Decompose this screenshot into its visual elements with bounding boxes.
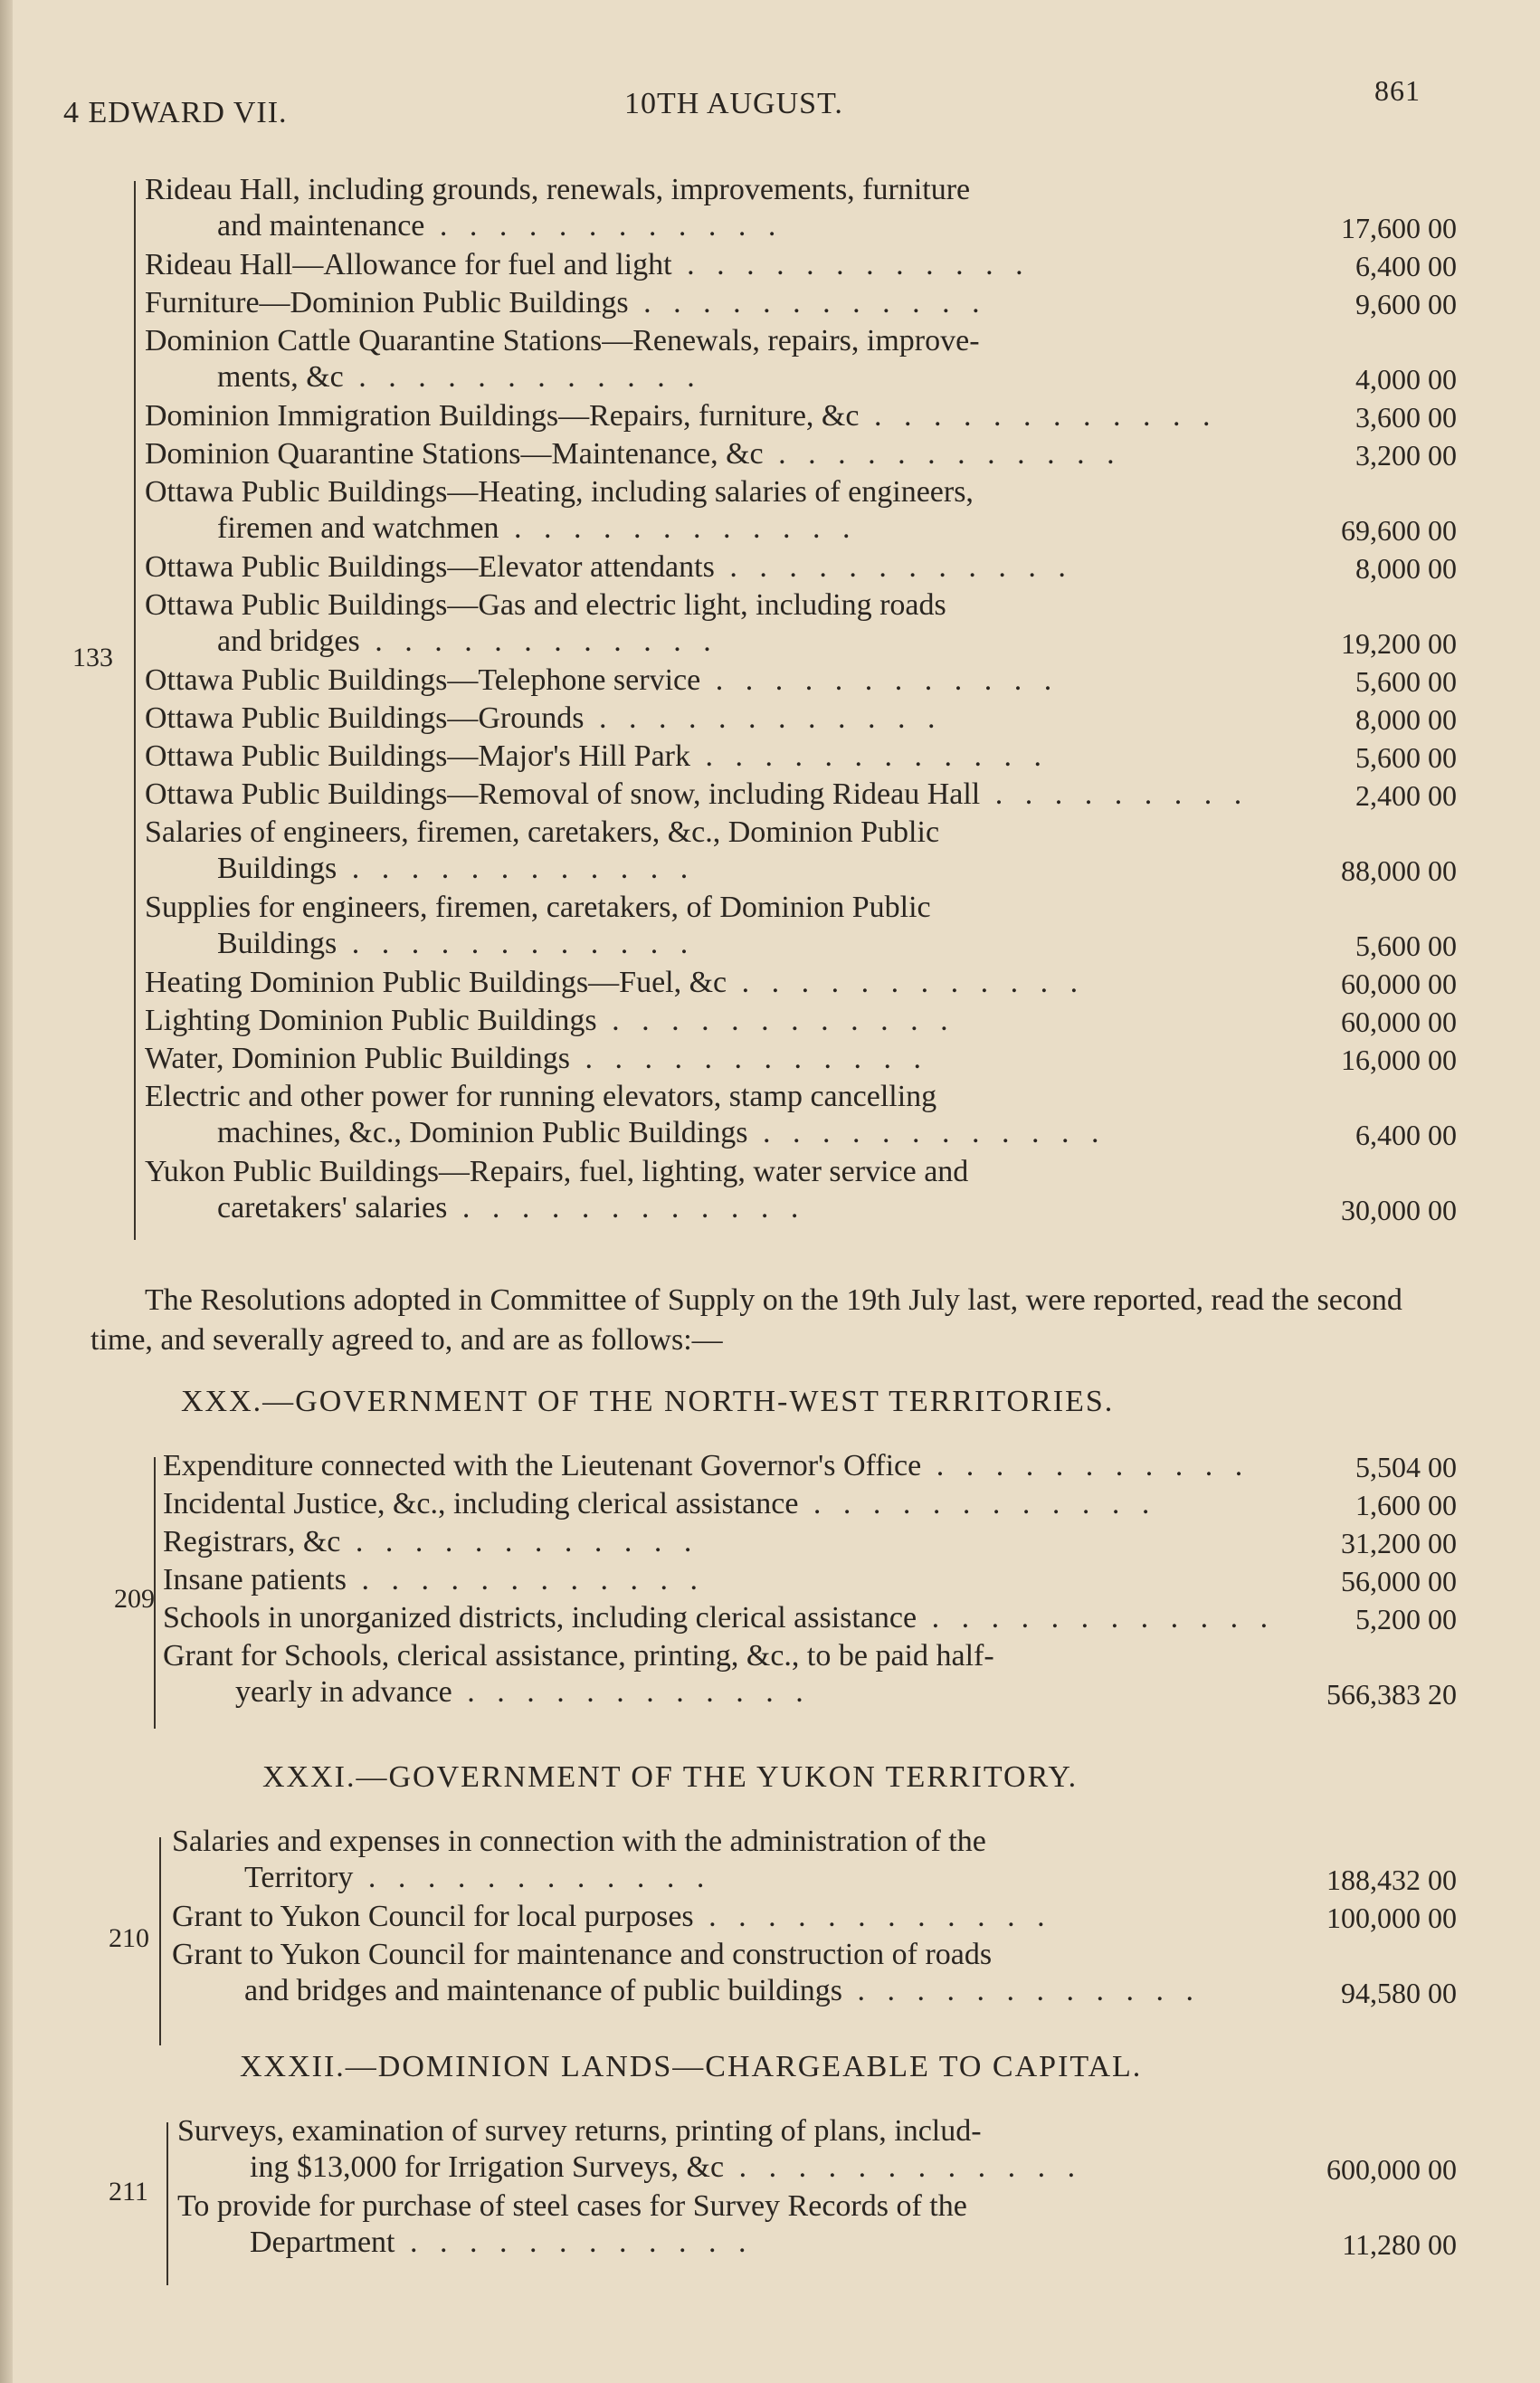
item-amount: 17,600 00 — [1341, 212, 1457, 244]
item-amount: 188,432 00 — [1326, 1864, 1457, 1896]
item-description-line2: ing $13,000 for Irrigation Surveys, &c . . . . . . . . . . . . — [250, 2150, 1083, 2184]
item-description — [172, 1937, 1276, 2009]
item-amount: 11,280 00 — [1342, 2228, 1457, 2261]
item-amount: 5,600 00 — [1355, 741, 1457, 774]
item-description — [177, 2188, 1272, 2261]
item-description-line2: ments, &c . . . . . . . . . . . . — [217, 360, 702, 394]
item-description — [145, 739, 1276, 775]
leader-dots: . . . . . . . . . . . . — [693, 1900, 1052, 1933]
estimate-item — [145, 1079, 1457, 1153]
leader-dots: . . . . . . . . . . . . — [917, 1601, 1276, 1635]
item-description — [145, 436, 1276, 472]
estimate-item — [172, 1824, 1457, 1898]
item-amount: 3,200 00 — [1355, 439, 1457, 472]
header-date: 10TH AUGUST. — [624, 87, 843, 120]
item-amount: 8,000 00 — [1355, 703, 1457, 736]
estimate-item — [163, 1638, 1457, 1712]
estimate-item — [145, 777, 1457, 814]
item-amount: 9,600 00 — [1355, 288, 1457, 320]
leader-dots: . . . . . . . . . . . . — [570, 1042, 928, 1075]
item-amount: 100,000 00 — [1326, 1902, 1457, 1934]
leader-dots: . . . . . . . . . — [980, 777, 1250, 811]
estimate-item — [145, 701, 1457, 738]
item-amount: 88,000 00 — [1341, 854, 1457, 887]
item-description-line1: Dominion Quarantine Stations—Maintenance, &c . . . . . . . . . . . . — [145, 437, 1122, 471]
estimate-item — [163, 1448, 1457, 1485]
item-description-line1: Rideau Hall—Allowance for fuel and light . . . . . . . . . . . . — [145, 248, 1031, 281]
leader-dots: . . . . . . . . . . . . — [724, 2150, 1083, 2184]
item-description — [145, 777, 1276, 813]
estimate-item — [163, 1524, 1457, 1561]
estimate-item — [145, 587, 1457, 662]
leader-dots: . . . . . . . . . . . . — [747, 1116, 1107, 1149]
section-title-xxx: XXX.—GOVERNMENT OF THE NORTH-WEST TERRITORIES. — [181, 1385, 1115, 1418]
item-description-line1: Yukon Public Buildings—Repairs, fuel, lighting, water service and — [145, 1155, 969, 1188]
item-amount: 94,580 00 — [1341, 1977, 1457, 2009]
item-description — [145, 965, 1276, 1001]
item-description — [145, 815, 1276, 887]
item-amount: 600,000 00 — [1326, 2153, 1457, 2186]
item-description-line1: To provide for purchase of steel cases for Survey Records of the — [177, 2189, 967, 2223]
item-description-line1: Salaries of engineers, firemen, caretakers, &c., Dominion Public — [145, 815, 940, 849]
estimate-group-209 — [63, 1448, 1457, 1747]
item-description — [145, 1079, 1276, 1151]
item-amount: 31,200 00 — [1341, 1527, 1457, 1559]
item-amount: 60,000 00 — [1341, 967, 1457, 1000]
item-amount: 5,600 00 — [1355, 665, 1457, 698]
item-description-line1: Insane patients . . . . . . . . . . . . — [163, 1563, 705, 1597]
item-amount: 6,400 00 — [1355, 1119, 1457, 1151]
leader-dots: . . . . . . . . . . . . — [596, 1004, 955, 1037]
leader-dots: . . . . . . . . . . . . — [340, 1525, 699, 1558]
item-description — [163, 1600, 1276, 1636]
item-description-line2: and bridges . . . . . . . . . . . . — [217, 624, 718, 658]
estimate-item — [145, 398, 1457, 435]
leader-dots: . . . . . . . . . . . . — [447, 1191, 806, 1225]
item-description — [145, 474, 1276, 547]
item-description — [163, 1448, 1276, 1484]
item-amount: 5,504 00 — [1355, 1451, 1457, 1483]
estimate-item — [145, 662, 1457, 700]
estimate-item — [145, 890, 1457, 964]
page-spine-shadow — [0, 0, 13, 2383]
item-description-line2: Buildings . . . . . . . . . . . . — [217, 927, 696, 960]
item-description-line2: Territory . . . . . . . . . . . . — [244, 1861, 712, 1894]
item-description-line1: Heating Dominion Public Buildings—Fuel, &c . . . . . . . . . . . . — [145, 966, 1086, 999]
estimate-item — [145, 436, 1457, 473]
item-description-line2: caretakers' salaries . . . . . . . . . . . . — [217, 1191, 806, 1225]
leader-dots: . . . . . . . . . . . . — [353, 1861, 712, 1894]
item-amount: 3,600 00 — [1355, 401, 1457, 434]
item-description — [145, 890, 1276, 962]
estimate-item — [172, 1899, 1457, 1936]
item-description — [145, 1003, 1276, 1039]
leader-dots: . . . . . . . . . . . . — [859, 399, 1218, 433]
item-amount: 56,000 00 — [1341, 1565, 1457, 1597]
leader-dots: . . . . . . . . . . . . — [337, 927, 696, 960]
leader-dots: . . . . . . . . . . . . — [359, 624, 718, 658]
item-description — [145, 398, 1276, 434]
item-description-line1: Lighting Dominion Public Buildings . . . . . . . . . . . . — [145, 1004, 955, 1037]
section-title-xxxii: XXXII.—DOMINION LANDS—CHARGEABLE TO CAPITAL. — [240, 2050, 1143, 2083]
leader-dots: . . . . . . . . . . . . — [841, 1974, 1201, 2007]
leader-dots: . . . . . . . . . . . . — [671, 248, 1031, 281]
item-amount: 566,383 20 — [1326, 1678, 1457, 1711]
leader-dots: . . . . . . . . . . . . — [714, 550, 1073, 584]
item-description-line1: Ottawa Public Buildings—Telephone service . . . . . . . . . . . . — [145, 663, 1060, 697]
item-description — [145, 247, 1276, 283]
item-description — [177, 2113, 1272, 2186]
estimate-group-210 — [63, 1824, 1457, 2050]
group-number: 210 — [109, 1923, 149, 1953]
item-description-line1: Furniture—Dominion Public Buildings . . . . . . . . . . . . — [145, 286, 987, 319]
estimate-item — [177, 2188, 1457, 2263]
estimate-item — [145, 285, 1457, 322]
item-description — [145, 662, 1276, 699]
item-description — [172, 1824, 1276, 1896]
leader-dots: . . . . . . . . . . . . — [690, 739, 1049, 773]
item-description-line1: Ottawa Public Buildings—Removal of snow, including Rideau Hall . . . . . . . . . — [145, 777, 1250, 811]
leader-dots: . . . . . . . . . . . . — [798, 1487, 1157, 1520]
item-description — [145, 323, 1276, 396]
resolution-paragraph: The Resolutions adopted in Committee of Supply on the 19th July last, were reported, read the second time, and severally agreed to, and are as follows:— — [90, 1283, 1402, 1357]
item-amount: 1,600 00 — [1355, 1489, 1457, 1521]
item-description — [163, 1524, 1276, 1560]
item-description-line1: Ottawa Public Buildings—Grounds . . . . . . . . . . . . — [145, 701, 943, 735]
item-amount: 8,000 00 — [1355, 552, 1457, 585]
estimate-item — [145, 965, 1457, 1002]
estimate-item — [145, 549, 1457, 586]
item-description — [172, 1899, 1276, 1935]
item-description-line1: Salaries and expenses in connection with the administration of the — [172, 1825, 986, 1858]
item-amount: 5,600 00 — [1355, 929, 1457, 962]
item-description-line2: Buildings . . . . . . . . . . . . — [217, 852, 696, 885]
item-description-line2: yearly in advance . . . . . . . . . . . . — [235, 1675, 811, 1709]
section-title-xxxi: XXXI.—GOVERNMENT OF THE YUKON TERRITORY. — [262, 1760, 1079, 1794]
item-description-line1: Registrars, &c . . . . . . . . . . . . — [163, 1525, 699, 1558]
item-description-line1: Dominion Cattle Quarantine Stations—Renewals, repairs, improve- — [145, 324, 980, 357]
leader-dots: . . . . . . . . . . . . — [347, 1563, 705, 1597]
leader-dots: . . . . . . . . . . . . — [452, 1675, 811, 1709]
item-description — [163, 1562, 1276, 1598]
estimate-group-211 — [63, 2113, 1457, 2294]
estimate-item — [163, 1600, 1457, 1637]
leader-dots: . . . . . . . . . . . . — [395, 2226, 754, 2259]
item-description-line1: Dominion Immigration Buildings—Repairs, furniture, &c . . . . . . . . . . . . — [145, 399, 1218, 433]
item-description — [145, 285, 1276, 321]
item-description — [145, 1154, 1276, 1226]
leader-dots: . . . . . . . . . . . — [921, 1449, 1250, 1482]
item-description-line1: Ottawa Public Buildings—Elevator attendants . . . . . . . . . . . . — [145, 550, 1073, 584]
item-description-line1: Grant to Yukon Council for local purposes . . . . . . . . . . . . — [172, 1900, 1052, 1933]
group-number: 211 — [109, 2177, 148, 2207]
estimate-item — [163, 1562, 1457, 1599]
estimate-item — [145, 1041, 1457, 1078]
estimate-item — [145, 1003, 1457, 1040]
estimate-item — [163, 1486, 1457, 1523]
leader-dots: . . . . . . . . . . . . — [628, 286, 987, 319]
item-description-line1: Schools in unorganized districts, including clerical assistance . . . . . . . . . . . . — [163, 1601, 1276, 1635]
item-amount: 60,000 00 — [1341, 1006, 1457, 1038]
item-description — [145, 549, 1276, 586]
item-description-line1: Rideau Hall, including grounds, renewals, improvements, furniture — [145, 173, 971, 206]
leader-dots: . . . . . . . . . . . . — [700, 663, 1060, 697]
leader-dots: . . . . . . . . . . . . — [337, 852, 696, 885]
estimate-item — [145, 247, 1457, 284]
item-description — [145, 172, 1276, 244]
estimate-item — [145, 739, 1457, 776]
leader-dots: . . . . . . . . . . . . — [584, 701, 943, 735]
item-description-line1: Ottawa Public Buildings—Gas and electric light, including roads — [145, 588, 946, 622]
item-amount: 16,000 00 — [1341, 1044, 1457, 1076]
item-description — [145, 587, 1276, 660]
estimate-item — [145, 474, 1457, 548]
item-description — [145, 1041, 1276, 1077]
leader-dots: . . . . . . . . . . . . — [424, 209, 784, 243]
item-description — [145, 701, 1276, 737]
item-amount: 5,200 00 — [1355, 1603, 1457, 1635]
item-description-line1: Expenditure connected with the Lieutenant Governor's Office . . . . . . . . . . . — [163, 1449, 1250, 1482]
item-description-line1: Grant for Schools, clerical assistance, printing, &c., to be paid half- — [163, 1639, 994, 1673]
estimate-item — [145, 1154, 1457, 1228]
header-reign: 4 EDWARD VII. — [63, 96, 288, 129]
item-amount: 30,000 00 — [1341, 1194, 1457, 1226]
item-description-line2: and maintenance . . . . . . . . . . . . — [217, 209, 784, 243]
estimate-group-133 — [63, 163, 1457, 1258]
item-amount: 2,400 00 — [1355, 779, 1457, 812]
item-description-line1: Ottawa Public Buildings—Major's Hill Park . . . . . . . . . . . . — [145, 739, 1049, 773]
item-description-line1: Water, Dominion Public Buildings . . . . . . . . . . . . — [145, 1042, 928, 1075]
group-number: 209 — [114, 1584, 155, 1614]
leader-dots: . . . . . . . . . . . . — [763, 437, 1122, 471]
item-description-line1: Supplies for engineers, firemen, caretakers, of Dominion Public — [145, 891, 931, 924]
leader-dots: . . . . . . . . . . . . — [727, 966, 1086, 999]
estimate-item — [145, 815, 1457, 889]
item-description-line1: Incidental Justice, &c., including clerical assistance . . . . . . . . . . . . — [163, 1487, 1157, 1520]
item-description-line2: Department . . . . . . . . . . . . — [250, 2226, 754, 2259]
leader-dots: . . . . . . . . . . . . — [343, 360, 702, 394]
item-description-line1: Electric and other power for running elevators, stamp cancelling — [145, 1080, 937, 1113]
item-description — [163, 1638, 1276, 1711]
estimate-item — [172, 1937, 1457, 2011]
item-amount: 69,600 00 — [1341, 514, 1457, 547]
item-description-line2: and bridges and maintenance of public buildings . . . . . . . . . . . . — [244, 1974, 1201, 2007]
group-number: 133 — [72, 643, 113, 672]
leader-dots: . . . . . . . . . . . . — [499, 511, 858, 545]
item-description-line1: Surveys, examination of survey returns, printing of plans, includ- — [177, 2114, 982, 2148]
item-description-line2: firemen and watchmen . . . . . . . . . . . . — [217, 511, 858, 545]
estimate-item — [145, 172, 1457, 246]
item-description-line2: machines, &c., Dominion Public Buildings . . . . . . . . . . . . — [217, 1116, 1107, 1149]
estimate-item — [145, 323, 1457, 397]
page-number: 861 — [1374, 74, 1421, 107]
page-header — [63, 74, 1421, 141]
item-description — [163, 1486, 1276, 1522]
item-amount: 19,200 00 — [1341, 627, 1457, 660]
item-amount: 6,400 00 — [1355, 250, 1457, 282]
item-description-line1: Ottawa Public Buildings—Heating, including salaries of engineers, — [145, 475, 974, 509]
estimate-item — [177, 2113, 1457, 2188]
item-amount: 4,000 00 — [1355, 363, 1457, 396]
item-description-line1: Grant to Yukon Council for maintenance and construction of roads — [172, 1938, 993, 1971]
